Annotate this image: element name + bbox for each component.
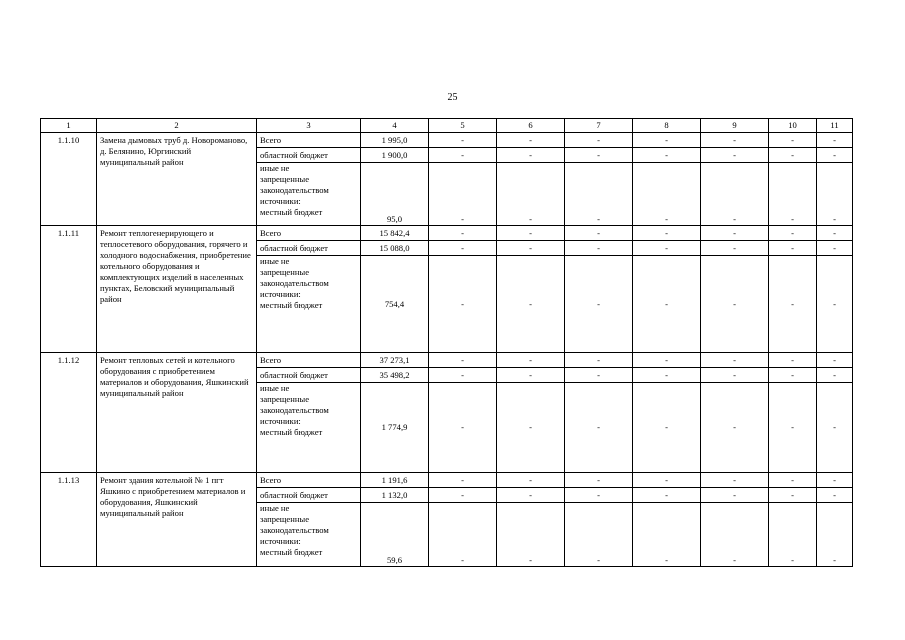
empty-value-cell: - xyxy=(633,256,701,353)
empty-value-cell: - xyxy=(565,368,633,383)
empty-value-cell: - xyxy=(497,488,565,503)
column-header: 9 xyxy=(701,119,769,133)
column-header: 11 xyxy=(817,119,853,133)
empty-value-cell: - xyxy=(429,148,497,163)
empty-value-cell: - xyxy=(429,383,497,473)
regional-value: 35 498,2 xyxy=(361,368,429,383)
empty-value-cell: - xyxy=(565,133,633,148)
empty-value-cell: - xyxy=(429,256,497,353)
column-header: 1 xyxy=(41,119,97,133)
column-header: 10 xyxy=(769,119,817,133)
empty-value-cell: - xyxy=(633,133,701,148)
empty-value-cell: - xyxy=(633,241,701,256)
source-other-line: источники: xyxy=(260,196,301,206)
empty-value-cell: - xyxy=(817,163,853,226)
total-value: 37 273,1 xyxy=(361,353,429,368)
empty-value-cell: - xyxy=(497,241,565,256)
item-name: Ремонт тепловых сетей и котельного оборудования с приобретением материалов и оборудования, Яшкинский муниципальный район xyxy=(97,353,257,473)
source-other-label xyxy=(257,256,361,353)
source-other-line: запрещенные xyxy=(260,267,310,277)
item-name: Ремонт здания котельной № 1 пгт Яшкино с приобретением материалов и оборудования, Яшкинский муниципальный район xyxy=(97,473,257,567)
empty-value-cell: - xyxy=(565,488,633,503)
empty-value-cell: - xyxy=(769,148,817,163)
source-other-line: законодательством xyxy=(260,405,329,415)
empty-value-cell: - xyxy=(565,241,633,256)
empty-value-cell: - xyxy=(769,133,817,148)
source-other-line: законодательством xyxy=(260,525,329,535)
column-header-row xyxy=(41,119,853,133)
table-row xyxy=(41,226,853,241)
column-header: 4 xyxy=(361,119,429,133)
empty-value-cell: - xyxy=(769,163,817,226)
source-local-label: местный бюджет xyxy=(260,300,323,310)
regional-value: 15 088,0 xyxy=(361,241,429,256)
empty-value-cell: - xyxy=(701,226,769,241)
source-other-line: иные не xyxy=(260,163,290,173)
empty-value-cell: - xyxy=(565,503,633,567)
empty-value-cell: - xyxy=(633,503,701,567)
empty-value-cell: - xyxy=(817,383,853,473)
empty-value-cell: - xyxy=(817,473,853,488)
empty-value-cell: - xyxy=(701,353,769,368)
empty-value-cell: - xyxy=(701,256,769,353)
total-value: 1 995,0 xyxy=(361,133,429,148)
empty-value-cell: - xyxy=(429,503,497,567)
item-name: Замена дымовых труб д. Новороманово, д. Белянино, Юргинский муниципальный район xyxy=(97,133,257,226)
empty-value-cell: - xyxy=(429,473,497,488)
empty-value-cell: - xyxy=(817,226,853,241)
source-regional-label: областной бюджет xyxy=(257,148,361,163)
source-regional-label: областной бюджет xyxy=(257,241,361,256)
empty-value-cell: - xyxy=(701,383,769,473)
item-number: 1.1.12 xyxy=(41,353,97,473)
local-value: 1 774,9 xyxy=(361,383,429,473)
empty-value-cell: - xyxy=(701,133,769,148)
local-value: 754,4 xyxy=(361,256,429,353)
empty-value-cell: - xyxy=(565,383,633,473)
empty-value-cell: - xyxy=(633,473,701,488)
empty-value-cell: - xyxy=(701,368,769,383)
empty-value-cell: - xyxy=(497,383,565,473)
local-value: 59,6 xyxy=(361,503,429,567)
empty-value-cell: - xyxy=(817,133,853,148)
regional-value: 1 132,0 xyxy=(361,488,429,503)
empty-value-cell: - xyxy=(633,383,701,473)
empty-value-cell: - xyxy=(565,148,633,163)
source-local-label: местный бюджет xyxy=(260,547,323,557)
empty-value-cell: - xyxy=(497,148,565,163)
empty-value-cell: - xyxy=(633,353,701,368)
source-other-label xyxy=(257,503,361,567)
empty-value-cell: - xyxy=(817,241,853,256)
column-header: 7 xyxy=(565,119,633,133)
table-row xyxy=(41,133,853,148)
empty-value-cell: - xyxy=(429,241,497,256)
regional-value: 1 900,0 xyxy=(361,148,429,163)
source-total-label: Всего xyxy=(257,353,361,368)
empty-value-cell: - xyxy=(429,368,497,383)
empty-value-cell: - xyxy=(817,503,853,567)
empty-value-cell: - xyxy=(565,226,633,241)
empty-value-cell: - xyxy=(429,353,497,368)
empty-value-cell: - xyxy=(817,488,853,503)
column-header: 3 xyxy=(257,119,361,133)
source-other-line: источники: xyxy=(260,289,301,299)
empty-value-cell: - xyxy=(817,148,853,163)
empty-value-cell: - xyxy=(769,353,817,368)
empty-value-cell: - xyxy=(769,383,817,473)
empty-value-cell: - xyxy=(769,368,817,383)
empty-value-cell: - xyxy=(565,163,633,226)
empty-value-cell: - xyxy=(497,163,565,226)
page-number: 25 xyxy=(447,92,458,103)
item-name: Ремонт теплогенерирующего и теплосетевого оборудования, горячего и холодного водоснабжения, приобретение котельного оборудования и комплектующих изделий в населенных пунктах, Беловский муниципальный район xyxy=(97,226,257,353)
empty-value-cell: - xyxy=(769,241,817,256)
source-other-line: иные не xyxy=(260,383,290,393)
empty-value-cell: - xyxy=(701,473,769,488)
empty-value-cell: - xyxy=(769,503,817,567)
source-regional-label: областной бюджет xyxy=(257,368,361,383)
empty-value-cell: - xyxy=(701,503,769,567)
source-total-label: Всего xyxy=(257,133,361,148)
empty-value-cell: - xyxy=(429,133,497,148)
source-other-line: иные не xyxy=(260,503,290,513)
item-number: 1.1.11 xyxy=(41,226,97,353)
source-other-line: источники: xyxy=(260,536,301,546)
empty-value-cell: - xyxy=(497,503,565,567)
empty-value-cell: - xyxy=(633,163,701,226)
column-header: 5 xyxy=(429,119,497,133)
empty-value-cell: - xyxy=(701,148,769,163)
column-header: 2 xyxy=(97,119,257,133)
empty-value-cell: - xyxy=(701,241,769,256)
empty-value-cell: - xyxy=(769,256,817,353)
budget-table xyxy=(40,118,853,567)
source-total-label: Всего xyxy=(257,473,361,488)
source-other-label xyxy=(257,383,361,473)
item-number: 1.1.13 xyxy=(41,473,97,567)
empty-value-cell: - xyxy=(497,353,565,368)
empty-value-cell: - xyxy=(497,256,565,353)
item-number: 1.1.10 xyxy=(41,133,97,226)
empty-value-cell: - xyxy=(817,353,853,368)
column-header: 6 xyxy=(497,119,565,133)
empty-value-cell: - xyxy=(769,226,817,241)
source-other-line: источники: xyxy=(260,416,301,426)
empty-value-cell: - xyxy=(429,163,497,226)
source-local-label: местный бюджет xyxy=(260,427,323,437)
empty-value-cell: - xyxy=(701,488,769,503)
empty-value-cell: - xyxy=(633,488,701,503)
total-value: 15 842,4 xyxy=(361,226,429,241)
empty-value-cell: - xyxy=(497,133,565,148)
empty-value-cell: - xyxy=(769,473,817,488)
table-row xyxy=(41,353,853,368)
empty-value-cell: - xyxy=(769,488,817,503)
source-other-line: запрещенные xyxy=(260,174,310,184)
empty-value-cell: - xyxy=(565,256,633,353)
source-regional-label: областной бюджет xyxy=(257,488,361,503)
empty-value-cell: - xyxy=(701,163,769,226)
empty-value-cell: - xyxy=(565,473,633,488)
empty-value-cell: - xyxy=(633,368,701,383)
source-other-line: иные не xyxy=(260,256,290,266)
total-value: 1 191,6 xyxy=(361,473,429,488)
empty-value-cell: - xyxy=(497,368,565,383)
local-value: 95,0 xyxy=(361,163,429,226)
empty-value-cell: - xyxy=(817,368,853,383)
column-header: 8 xyxy=(633,119,701,133)
source-other-line: законодательством xyxy=(260,278,329,288)
source-other-line: законодательством xyxy=(260,185,329,195)
empty-value-cell: - xyxy=(497,226,565,241)
source-other-line: запрещенные xyxy=(260,514,310,524)
empty-value-cell: - xyxy=(497,473,565,488)
empty-value-cell: - xyxy=(429,488,497,503)
empty-value-cell: - xyxy=(565,353,633,368)
empty-value-cell: - xyxy=(817,256,853,353)
empty-value-cell: - xyxy=(633,226,701,241)
empty-value-cell: - xyxy=(429,226,497,241)
empty-value-cell: - xyxy=(633,148,701,163)
source-other-label xyxy=(257,163,361,226)
source-other-line: запрещенные xyxy=(260,394,310,404)
source-local-label: местный бюджет xyxy=(260,207,323,217)
source-total-label: Всего xyxy=(257,226,361,241)
table-row xyxy=(41,473,853,488)
